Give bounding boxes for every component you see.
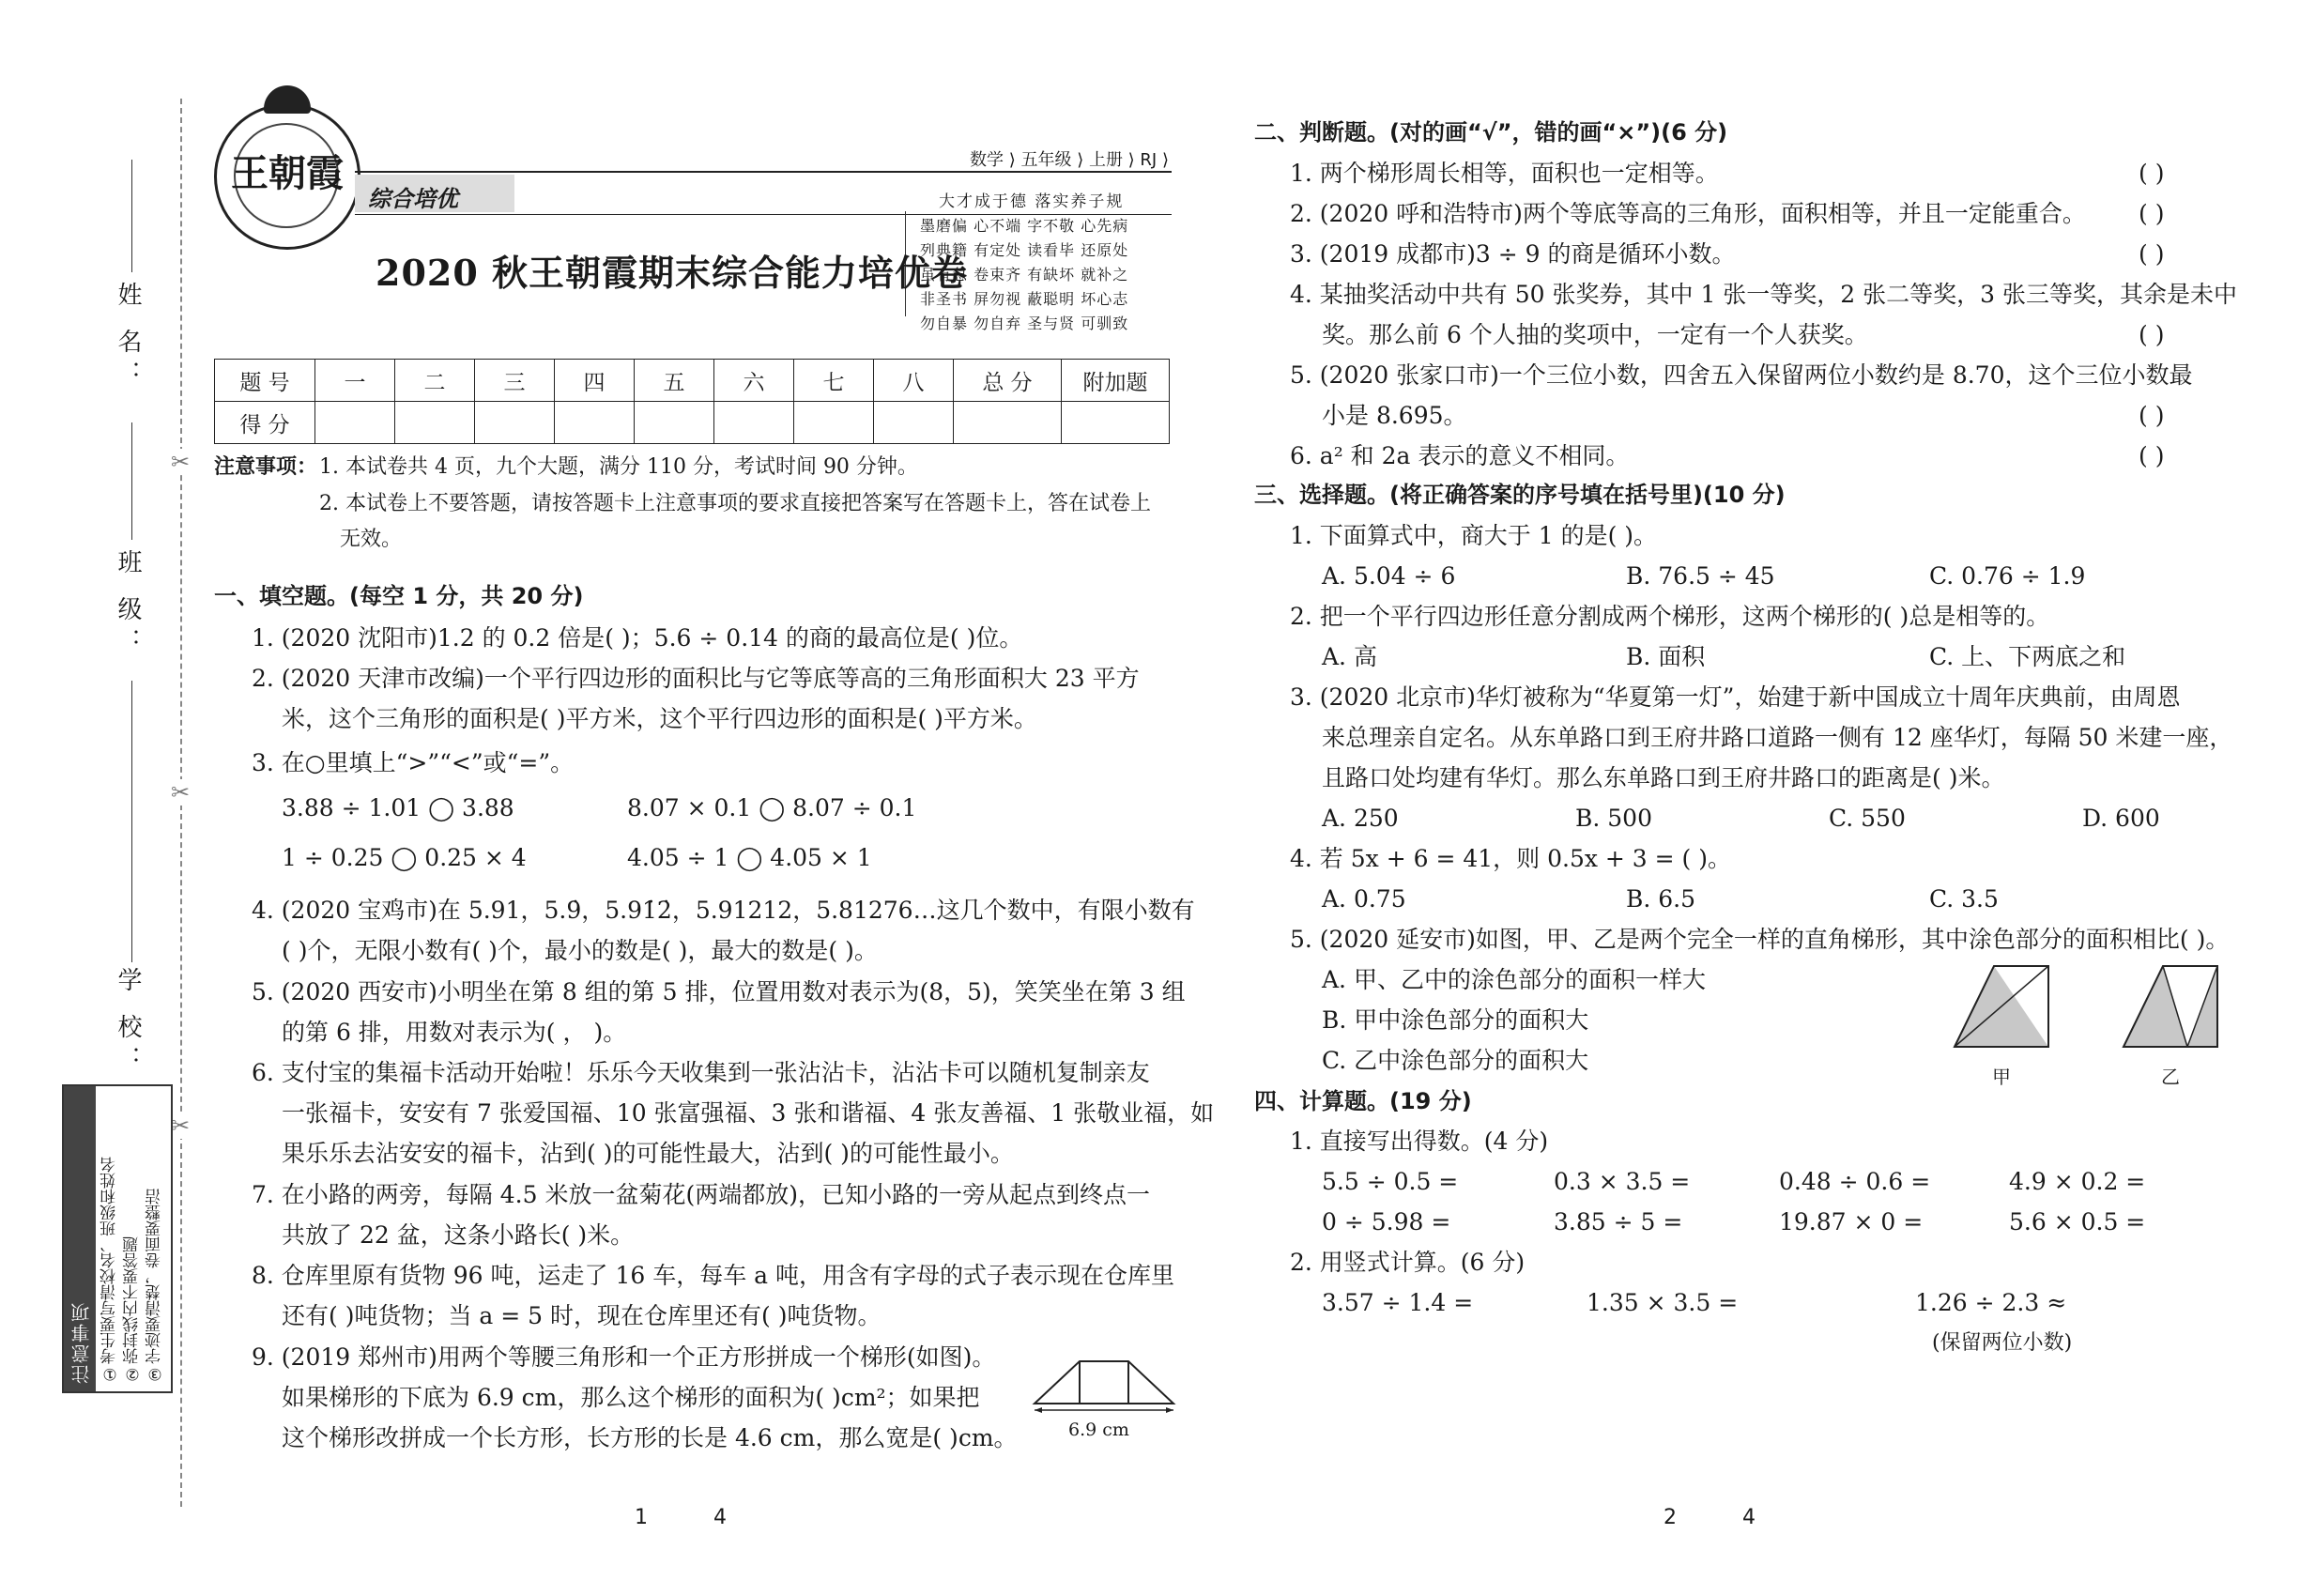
score-cell: 附加题 bbox=[1062, 360, 1170, 402]
option[interactable]: C. 乙中涂色部分的面积大 bbox=[1322, 1047, 1589, 1074]
question-line: 小是 8.695。 bbox=[1322, 402, 1467, 429]
score-cell: 得 分 bbox=[215, 402, 315, 444]
binding-note: ②弥封线内不要答题 bbox=[123, 1236, 142, 1383]
option[interactable]: D. 600 bbox=[2082, 805, 2160, 832]
question-line: 6. 支付宝的集福卡活动开始啦！乐乐今天收集到一张沾沾卡，沾沾卡可以随机复制亲友 bbox=[252, 1059, 1150, 1086]
notice-label: 注意事项： bbox=[214, 455, 318, 479]
score-cell: 三 bbox=[475, 360, 555, 402]
option[interactable]: A. 高 bbox=[1322, 643, 1377, 670]
section3-title: 三、选择题。(将正确答案的序号填在括号里)(10 分) bbox=[1254, 482, 1786, 508]
question-line: 7. 在小路的两旁，每隔 4.5 米放一盆菊花(两端都放)，已知小路的一旁从起点到终点一 bbox=[252, 1181, 1150, 1208]
trapezoid-jia-figure bbox=[1945, 962, 2058, 1056]
option[interactable]: C. 0.76 ÷ 1.9 bbox=[1929, 562, 2086, 590]
question-line: 且路口处均建有华灯。那么东单路口到王府井路口的距离是( )米。 bbox=[1322, 764, 2005, 791]
calc-item[interactable]: 0 ÷ 5.98 = bbox=[1322, 1208, 1451, 1235]
calc-item[interactable]: 0.48 ÷ 0.6 = bbox=[1779, 1168, 1931, 1195]
score-input[interactable] bbox=[1062, 402, 1170, 444]
calc-item[interactable]: 4.9 × 0.2 = bbox=[2009, 1168, 2146, 1195]
question-line: 5. (2020 张家口市)一个三位小数，四舍五入保留两位小数约是 8.70，这个三位小数最 bbox=[1290, 361, 2193, 389]
score-cell: 六 bbox=[714, 360, 794, 402]
motto-line: 非圣书 屏勿视 蔽聪明 坏心志 bbox=[920, 290, 1129, 308]
school-label: 学 校： bbox=[114, 967, 142, 1079]
question-line: 3. 在○里填上“>”“<”或“=”。 bbox=[252, 749, 575, 776]
calc-item[interactable]: 5.5 ÷ 0.5 = bbox=[1322, 1168, 1459, 1195]
question-line: 2. 用竖式计算。(6 分) bbox=[1290, 1249, 1526, 1276]
question-line: 5. (2020 西安市)小明坐在第 8 组的第 5 排，位置用数对表示为(8，5)，笑笑坐在第 3 组 bbox=[252, 978, 1186, 1005]
class-line[interactable] bbox=[131, 422, 132, 540]
answer-paren[interactable]: ( ) bbox=[2139, 321, 2165, 348]
question-line: 2. (2020 天津市改编)一个平行四边形的面积比与它等底等高的三角形面积大 23 平方 bbox=[252, 665, 1140, 692]
score-input[interactable] bbox=[475, 402, 555, 444]
question-line: 来总理亲自定名。从东单路口到王府井路口道路一侧有 12 座华灯，每隔 50 米建一座， bbox=[1322, 724, 2233, 751]
score-cell: 题 号 bbox=[215, 360, 315, 402]
motto-line: 勿自暴 勿自弃 圣与贤 可驯致 bbox=[920, 315, 1129, 332]
score-table bbox=[214, 359, 1170, 444]
calc-item[interactable]: 3.57 ÷ 1.4 = bbox=[1322, 1289, 1474, 1316]
score-input[interactable] bbox=[954, 402, 1062, 444]
option[interactable]: C. 550 bbox=[1829, 805, 1906, 832]
page-number: 1 bbox=[635, 1506, 648, 1529]
section4-title: 四、计算题。(19 分) bbox=[1254, 1088, 1472, 1114]
notice-line: 2. 本试卷上不要答题，请按答题卡上注意事项的要求直接把答案写在答题卡上，答在试卷上 bbox=[319, 492, 1151, 515]
score-cell: 四 bbox=[555, 360, 635, 402]
question-line: 果乐乐去沾安安的福卡，沾到( )的可能性最大，沾到( )的可能性最小。 bbox=[282, 1140, 1014, 1167]
question-line: 5. (2020 延安市)如图，甲、乙是两个完全一样的直角梯形，其中涂色部分的面积相比( )。 bbox=[1290, 926, 2230, 953]
motto-line: 虽有急 卷束齐 有缺坏 就补之 bbox=[920, 266, 1129, 284]
question-line: ( )个，无限小数有( )个，最小的数是( )，最大的数是( )。 bbox=[282, 937, 878, 964]
page-total: 4 bbox=[1742, 1506, 1756, 1529]
question-line: 8. 仓库里原有货物 96 吨，运走了 16 车，每车 a 吨，用含有字母的式子表示现在仓库里 bbox=[252, 1262, 1175, 1289]
question-line: 米，这个三角形的面积是( )平方米，这个平行四边形的面积是( )平方米。 bbox=[282, 705, 1037, 732]
binding-note: ①考生要写清校名、班级和姓名 bbox=[100, 1157, 119, 1383]
answer-paren[interactable]: ( ) bbox=[2139, 200, 2165, 227]
score-input[interactable] bbox=[315, 402, 395, 444]
figure-label-yi: 乙 bbox=[2161, 1066, 2180, 1088]
scissors-icon: ✂ bbox=[167, 779, 193, 806]
name-label: 姓 名： bbox=[114, 282, 142, 393]
page-total: 4 bbox=[713, 1506, 727, 1529]
notice-line: 1. 本试卷共 4 页，九个大题，满分 110 分，考试时间 90 分钟。 bbox=[319, 455, 918, 479]
question-line: 1. 两个梯形周长相等，面积也一定相等。 bbox=[1290, 160, 1719, 187]
score-cell: 一 bbox=[315, 360, 395, 402]
motto-title: 大才成于德 落实养子规 bbox=[939, 192, 1125, 211]
question-line: 4. 若 5x + 6 = 41，则 0.5x + 3 = ( )。 bbox=[1290, 845, 1731, 872]
figure-label-jia: 甲 bbox=[1992, 1066, 2011, 1088]
rounding-note: (保留两位小数) bbox=[1932, 1331, 2073, 1355]
score-cell: 八 bbox=[874, 360, 954, 402]
question-line: 1. (2020 沈阳市)1.2 的 0.2 倍是( )；5.6 ÷ 0.14 的商的最高位是( )位。 bbox=[252, 624, 1023, 652]
answer-paren[interactable]: ( ) bbox=[2139, 240, 2165, 268]
score-cell: 七 bbox=[794, 360, 874, 402]
question-line: 2. (2020 呼和浩特市)两个等底等高的三角形，面积相等，并且一定能重合。 bbox=[1290, 200, 2086, 227]
question-line: 一张福卡，安安有 7 张爱国福、10 张富强福、3 张和谐福、4 张友善福、1 张敬业福，如 bbox=[282, 1099, 1215, 1127]
question-line: 还有( )吨货物；当 a = 5 时，现在仓库里还有( )吨货物。 bbox=[282, 1302, 882, 1329]
page-number: 2 bbox=[1664, 1506, 1677, 1529]
score-cell: 二 bbox=[395, 360, 475, 402]
calc-item[interactable]: 5.6 × 0.5 = bbox=[2009, 1208, 2146, 1235]
section1-title: 一、填空题。(每空 1 分，共 20 分) bbox=[214, 583, 584, 609]
option[interactable]: A. 甲、乙中的涂色部分的面积一样大 bbox=[1322, 966, 1706, 993]
class-label: 班 级： bbox=[114, 549, 142, 661]
score-value-row bbox=[215, 402, 1170, 444]
option[interactable]: B. 面积 bbox=[1626, 643, 1706, 670]
notes-title: 注意事项 bbox=[70, 1301, 93, 1384]
option[interactable]: A. 250 bbox=[1322, 805, 1399, 832]
page-title: 2020 秋王朝霞期末综合能力培优卷 bbox=[376, 252, 968, 294]
notes-title-bar bbox=[64, 1086, 96, 1391]
compare-item[interactable]: 3.88 ÷ 1.01 ◯ 3.88 bbox=[282, 794, 514, 821]
binding-note: ③字迹要清楚，卷面要整洁 bbox=[146, 1189, 164, 1383]
score-input[interactable] bbox=[794, 402, 874, 444]
calc-item[interactable]: 3.85 ÷ 5 = bbox=[1554, 1208, 1683, 1235]
question-line: 2. 把一个平行四边形任意分割成两个梯形，这两个梯形的( )总是相等的。 bbox=[1290, 603, 2050, 630]
answer-paren[interactable]: ( ) bbox=[2139, 402, 2165, 429]
question-line: 共放了 22 盆，这条小路长( )米。 bbox=[282, 1221, 635, 1249]
score-header-row bbox=[215, 360, 1170, 402]
trapezoid-yi-figure bbox=[2114, 962, 2227, 1056]
school-line[interactable] bbox=[131, 681, 132, 962]
binding-notes-box bbox=[62, 1084, 173, 1393]
compare-item[interactable]: 1 ÷ 0.25 ◯ 0.25 × 4 bbox=[282, 844, 527, 871]
scissors-icon: ✂ bbox=[167, 449, 193, 475]
score-cell: 总 分 bbox=[954, 360, 1062, 402]
name-line[interactable] bbox=[131, 160, 132, 272]
option[interactable]: B. 76.5 ÷ 45 bbox=[1626, 562, 1775, 590]
question-line: 的第 6 排，用数对表示为( ， )。 bbox=[282, 1019, 627, 1046]
option[interactable]: A. 0.75 bbox=[1322, 885, 1406, 913]
logo-crown-icon bbox=[264, 85, 311, 114]
section2-title: 二、判断题。(对的画“√”，错的画“×”)(6 分) bbox=[1254, 119, 1728, 146]
option[interactable]: A. 5.04 ÷ 6 bbox=[1322, 562, 1456, 590]
compare-item[interactable]: 4.05 ÷ 1 ◯ 4.05 × 1 bbox=[627, 844, 872, 871]
answer-paren[interactable]: ( ) bbox=[2139, 160, 2165, 187]
question-line: 1. 下面算式中，商大于 1 的是( )。 bbox=[1290, 522, 1658, 549]
calc-item[interactable]: 0.3 × 3.5 = bbox=[1554, 1168, 1691, 1195]
option[interactable]: B. 6.5 bbox=[1626, 885, 1696, 913]
score-input[interactable] bbox=[555, 402, 635, 444]
question-line: 奖。那么前 6 个人抽的奖项中，一定有一个人获奖。 bbox=[1322, 321, 1868, 348]
answer-paren[interactable]: ( ) bbox=[2139, 442, 2165, 469]
score-cell: 五 bbox=[635, 360, 714, 402]
score-input[interactable] bbox=[395, 402, 475, 444]
calc-item[interactable]: 1.35 × 3.5 = bbox=[1587, 1289, 1739, 1316]
motto-line: 列典籍 有定处 读看毕 还原处 bbox=[920, 241, 1129, 259]
option[interactable]: B. 甲中涂色部分的面积大 bbox=[1322, 1006, 1589, 1034]
question-line: 4. 某抽奖活动中共有 50 张奖券，其中 1 张一等奖，2 张二等奖，3 张三等奖，其余是未中 bbox=[1290, 281, 2238, 308]
brand-logo bbox=[214, 103, 360, 250]
question-line: 3. (2020 北京市)华灯被称为“华夏第一灯”，始建于新中国成立十周年庆典前，由周恩 bbox=[1290, 683, 2181, 711]
question-line: 6. a² 和 2a 表示的意义不相同。 bbox=[1290, 442, 1630, 469]
question-line: 9. (2019 郑州市)用两个等腰三角形和一个正方形拼成一个梯形(如图)。 bbox=[252, 1343, 996, 1371]
scissors-icon: ✂ bbox=[167, 1113, 193, 1139]
calc-item[interactable]: 1.26 ÷ 2.3 ≈ bbox=[1915, 1289, 2067, 1316]
series-banner: 综合培优 bbox=[355, 175, 514, 212]
logo-text: 王朝霞 bbox=[231, 151, 344, 195]
question-line: 1. 直接写出得数。(4 分) bbox=[1290, 1128, 1549, 1155]
score-input[interactable] bbox=[874, 402, 954, 444]
calc-item[interactable]: 19.87 × 0 = bbox=[1779, 1208, 1924, 1235]
question-line: 3. (2019 成都市)3 ÷ 9 的商是循环小数。 bbox=[1290, 240, 1736, 268]
score-input[interactable] bbox=[714, 402, 794, 444]
subject-breadcrumb: 数学 ⟩ 五年级 ⟩ 上册 ⟩ RJ ⟩ bbox=[970, 150, 1169, 170]
option[interactable]: C. 上、下两底之和 bbox=[1929, 643, 2126, 670]
question-line: 这个梯形改拼成一个长方形，长方形的长是 4.6 cm，那么宽是( )cm。 bbox=[282, 1424, 1018, 1451]
trapezoid-base-label: 6.9 cm bbox=[1068, 1420, 1129, 1440]
question-line: 4. (2020 宝鸡市)在 5.91，5.9̇，5.91̇2̇，5.91212，5.81276…这几个数中，有限小数有 bbox=[252, 897, 1195, 924]
option[interactable]: C. 3.5 bbox=[1929, 885, 1999, 913]
motto-line: 墨磨偏 心不端 字不敬 心先病 bbox=[920, 217, 1129, 235]
compare-item[interactable]: 8.07 × 0.1 ◯ 8.07 ÷ 0.1 bbox=[627, 794, 917, 821]
header-rule bbox=[355, 171, 1172, 173]
question-line: 如果梯形的下底为 6.9 cm，那么这个梯形的面积为( )cm²；如果把 bbox=[282, 1384, 980, 1411]
score-input[interactable] bbox=[635, 402, 714, 444]
notice-line: 无效。 bbox=[340, 528, 403, 551]
option[interactable]: B. 500 bbox=[1575, 805, 1652, 832]
